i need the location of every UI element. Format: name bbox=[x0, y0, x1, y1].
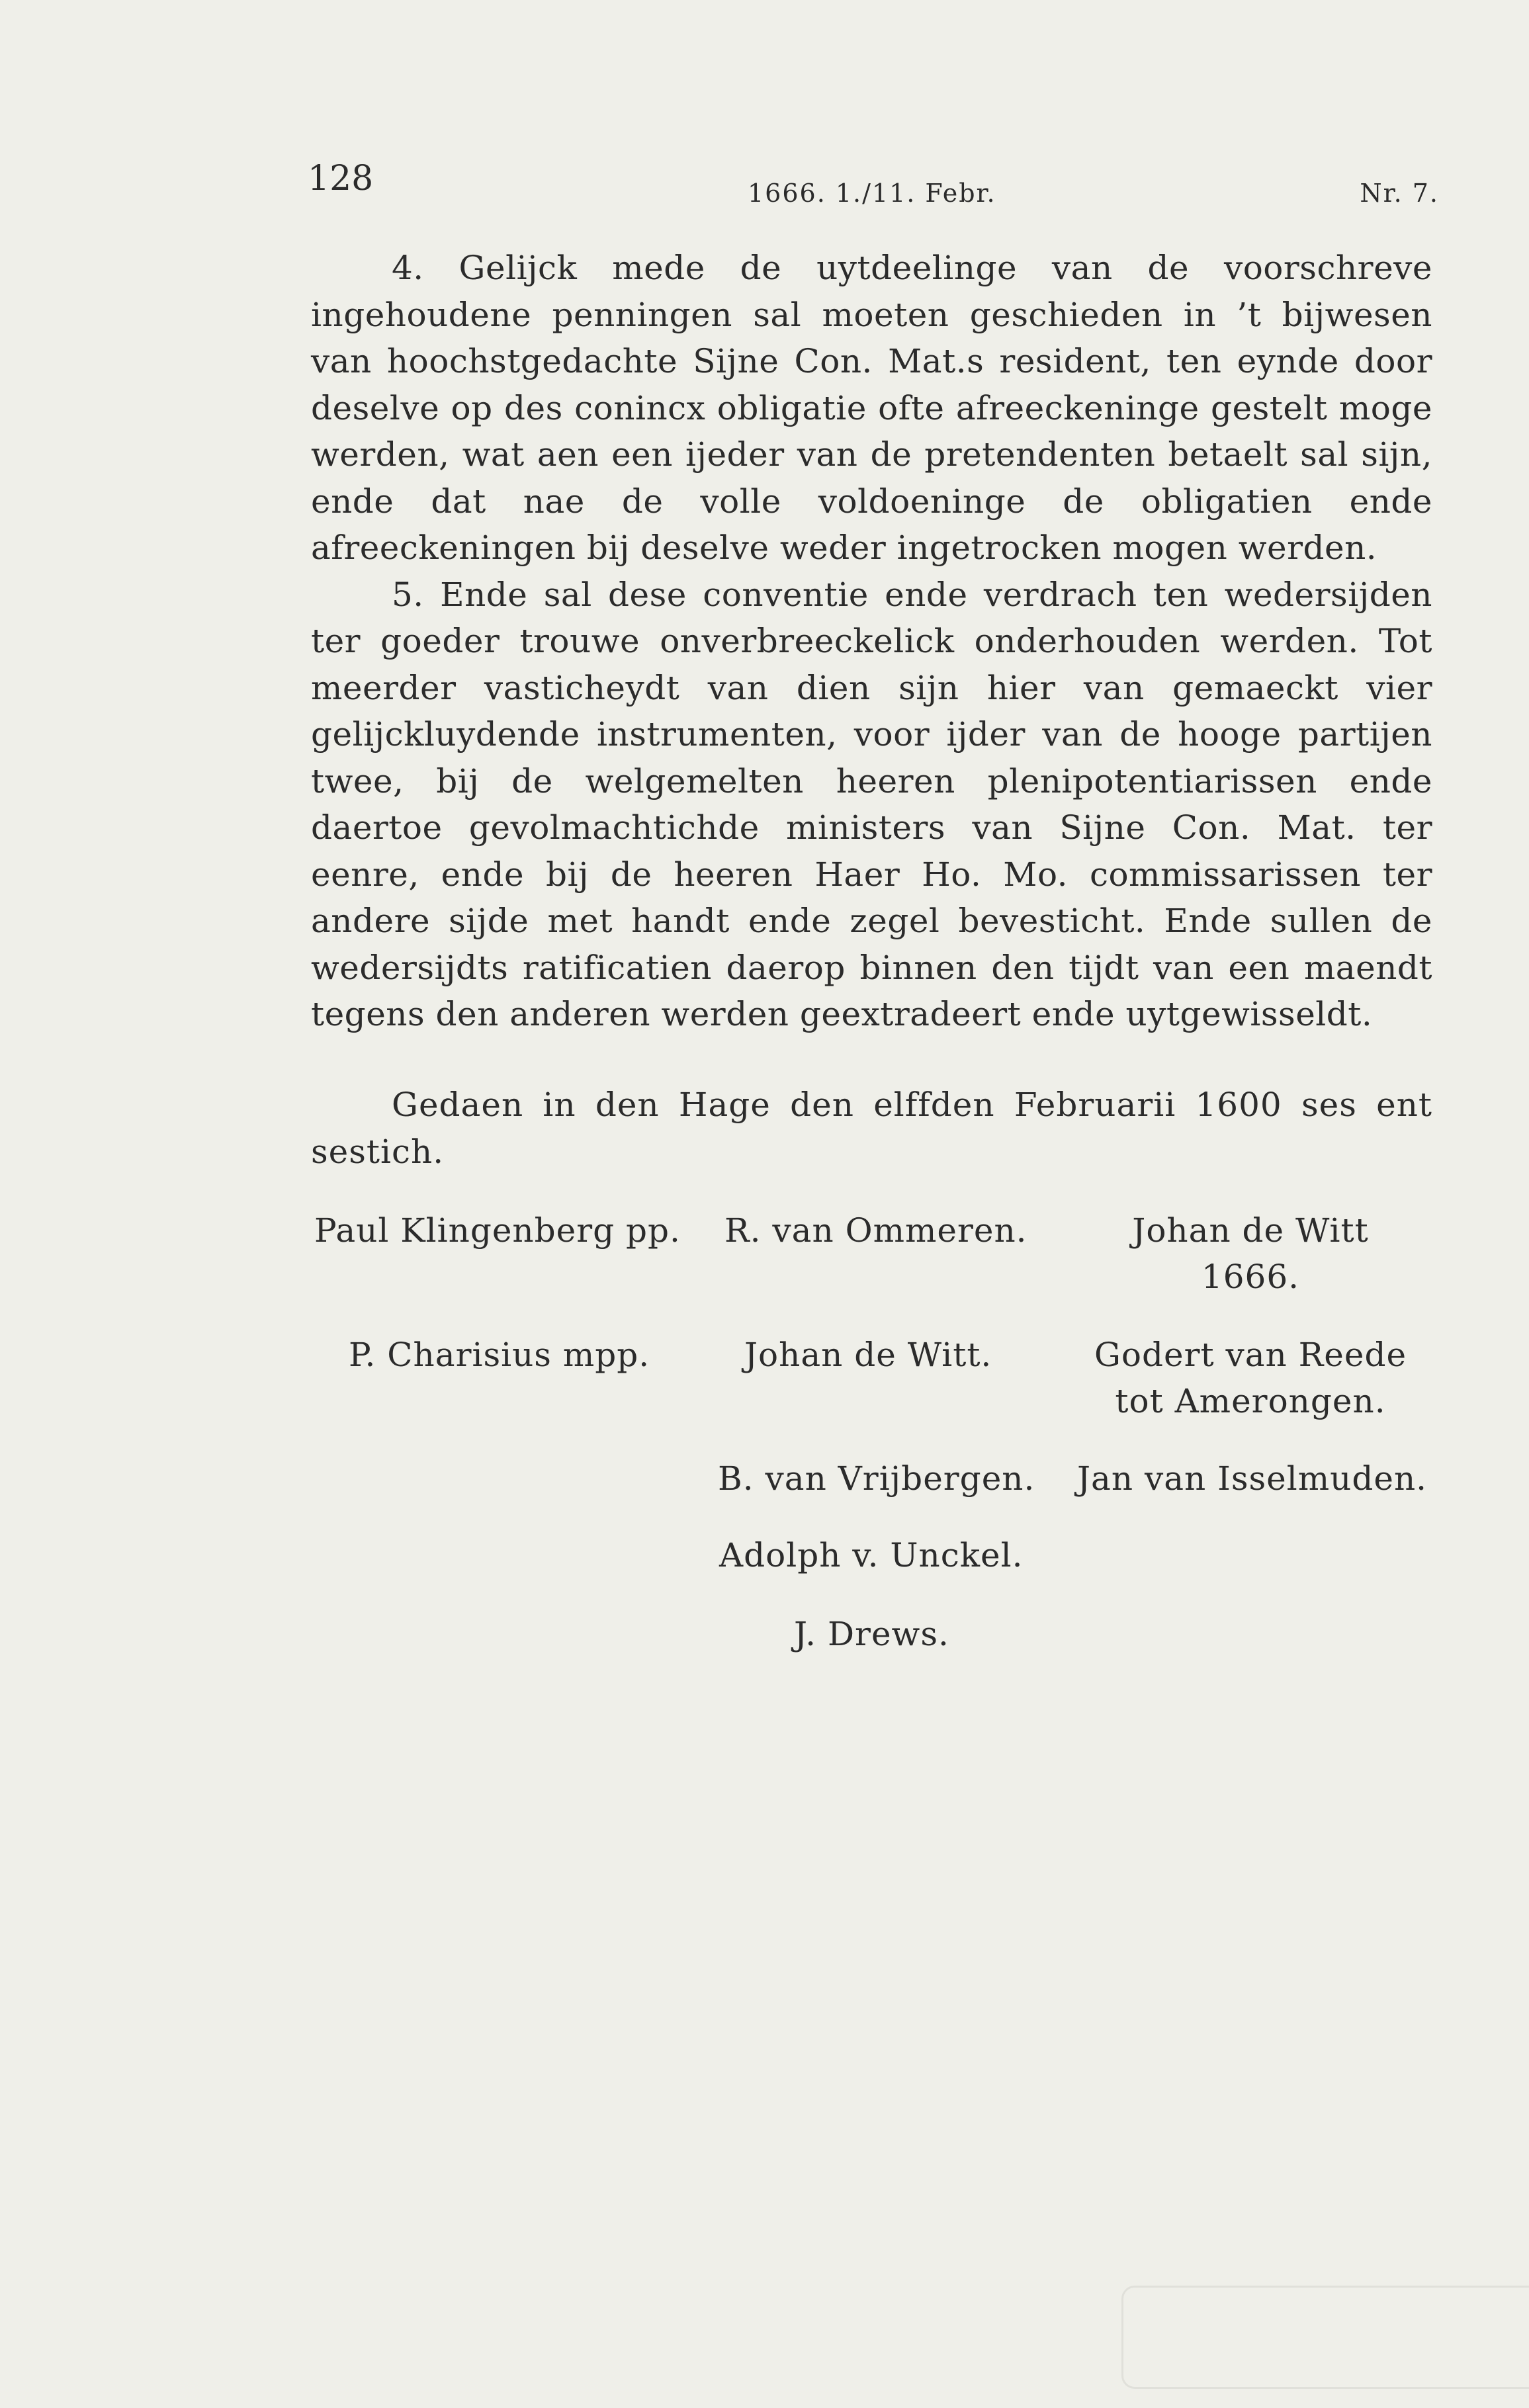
signature-ommeren: R. van Ommeren. bbox=[724, 1211, 1027, 1250]
signature-charisius: P. Charisius mpp. bbox=[349, 1336, 650, 1374]
signature-van-reede-title: tot Amerongen. bbox=[1115, 1382, 1386, 1420]
signature-van-reede-name: Godert van Reede bbox=[1094, 1336, 1407, 1374]
dateline bbox=[311, 1082, 1432, 1175]
signature-klingenberg: Paul Klingenberg pp. bbox=[314, 1211, 681, 1250]
running-title: 1666. 1./11. Febr. bbox=[748, 179, 996, 208]
signature-de-witt-year: 1666. bbox=[1201, 1258, 1300, 1296]
signature-de-witt-name: Johan de Witt bbox=[1132, 1211, 1369, 1250]
dateline-text: Gedaen in den Hage den elffden Februarii 1600 ses ent sestich. bbox=[311, 1086, 1432, 1171]
paragraph-5: 5. Ende sal dese conventie ende verdrach ten wedersijden ter goeder trouwe onverbreeckelick onderhouden werden. Tot meerder vasticheydt van dien sijn hier van gemaeckt vier gelijckluydende instrumenten, voor ijder van de hooge partijen twee, bij de welgemelten heeren plenipotentiarissen ende daertoe gevolmachtichde ministers van Sijne Con. Mat. ter eenre, ende bij de heeren Haer Ho. Mo. commissarissen ter andere sijde met handt ende zegel bevesticht. Ende sullen de wedersijdts ratificatien daerop binnen den tijdt van een maendt tegens den anderen werden geextradeert ende uytgewisseldt. bbox=[311, 575, 1432, 1033]
document-number: Nr. 7. bbox=[1360, 179, 1439, 208]
signature-de-witt: Johan de Witt. bbox=[744, 1336, 992, 1374]
signature-vrijbergen: B. van Vrijbergen. bbox=[718, 1459, 1035, 1498]
signature-de-witt-1666 bbox=[1118, 1207, 1383, 1300]
signature-unckel: Adolph v. Unckel. bbox=[719, 1536, 1024, 1574]
signature-drews: J. Drews. bbox=[794, 1615, 949, 1653]
page-header bbox=[308, 159, 1439, 212]
page-edge-mark bbox=[1121, 2286, 1529, 2389]
body-text bbox=[311, 245, 1432, 1038]
page-number: 128 bbox=[308, 159, 374, 198]
paragraph-4: 4. Gelijck mede de uytdeelinge van de voorschreve ingehoudene penningen sal moeten geschieden in ’t bijwesen van hoochstgedachte Sijne Con. Mat.s resident, ten eynde door deselve op des conincx obligatie ofte afreeckeninge gestelt moge werden, wat aen een ijeder van de pretendenten betaelt sal sijn, ende dat nae de volle voldoeninge de obligatien ende afreeckeningen bij deselve weder ingetrocken mogen werden. bbox=[311, 249, 1432, 567]
signature-van-reede bbox=[1092, 1332, 1409, 1424]
signature-isselmuden: Jan van Isselmuden. bbox=[1077, 1459, 1428, 1498]
